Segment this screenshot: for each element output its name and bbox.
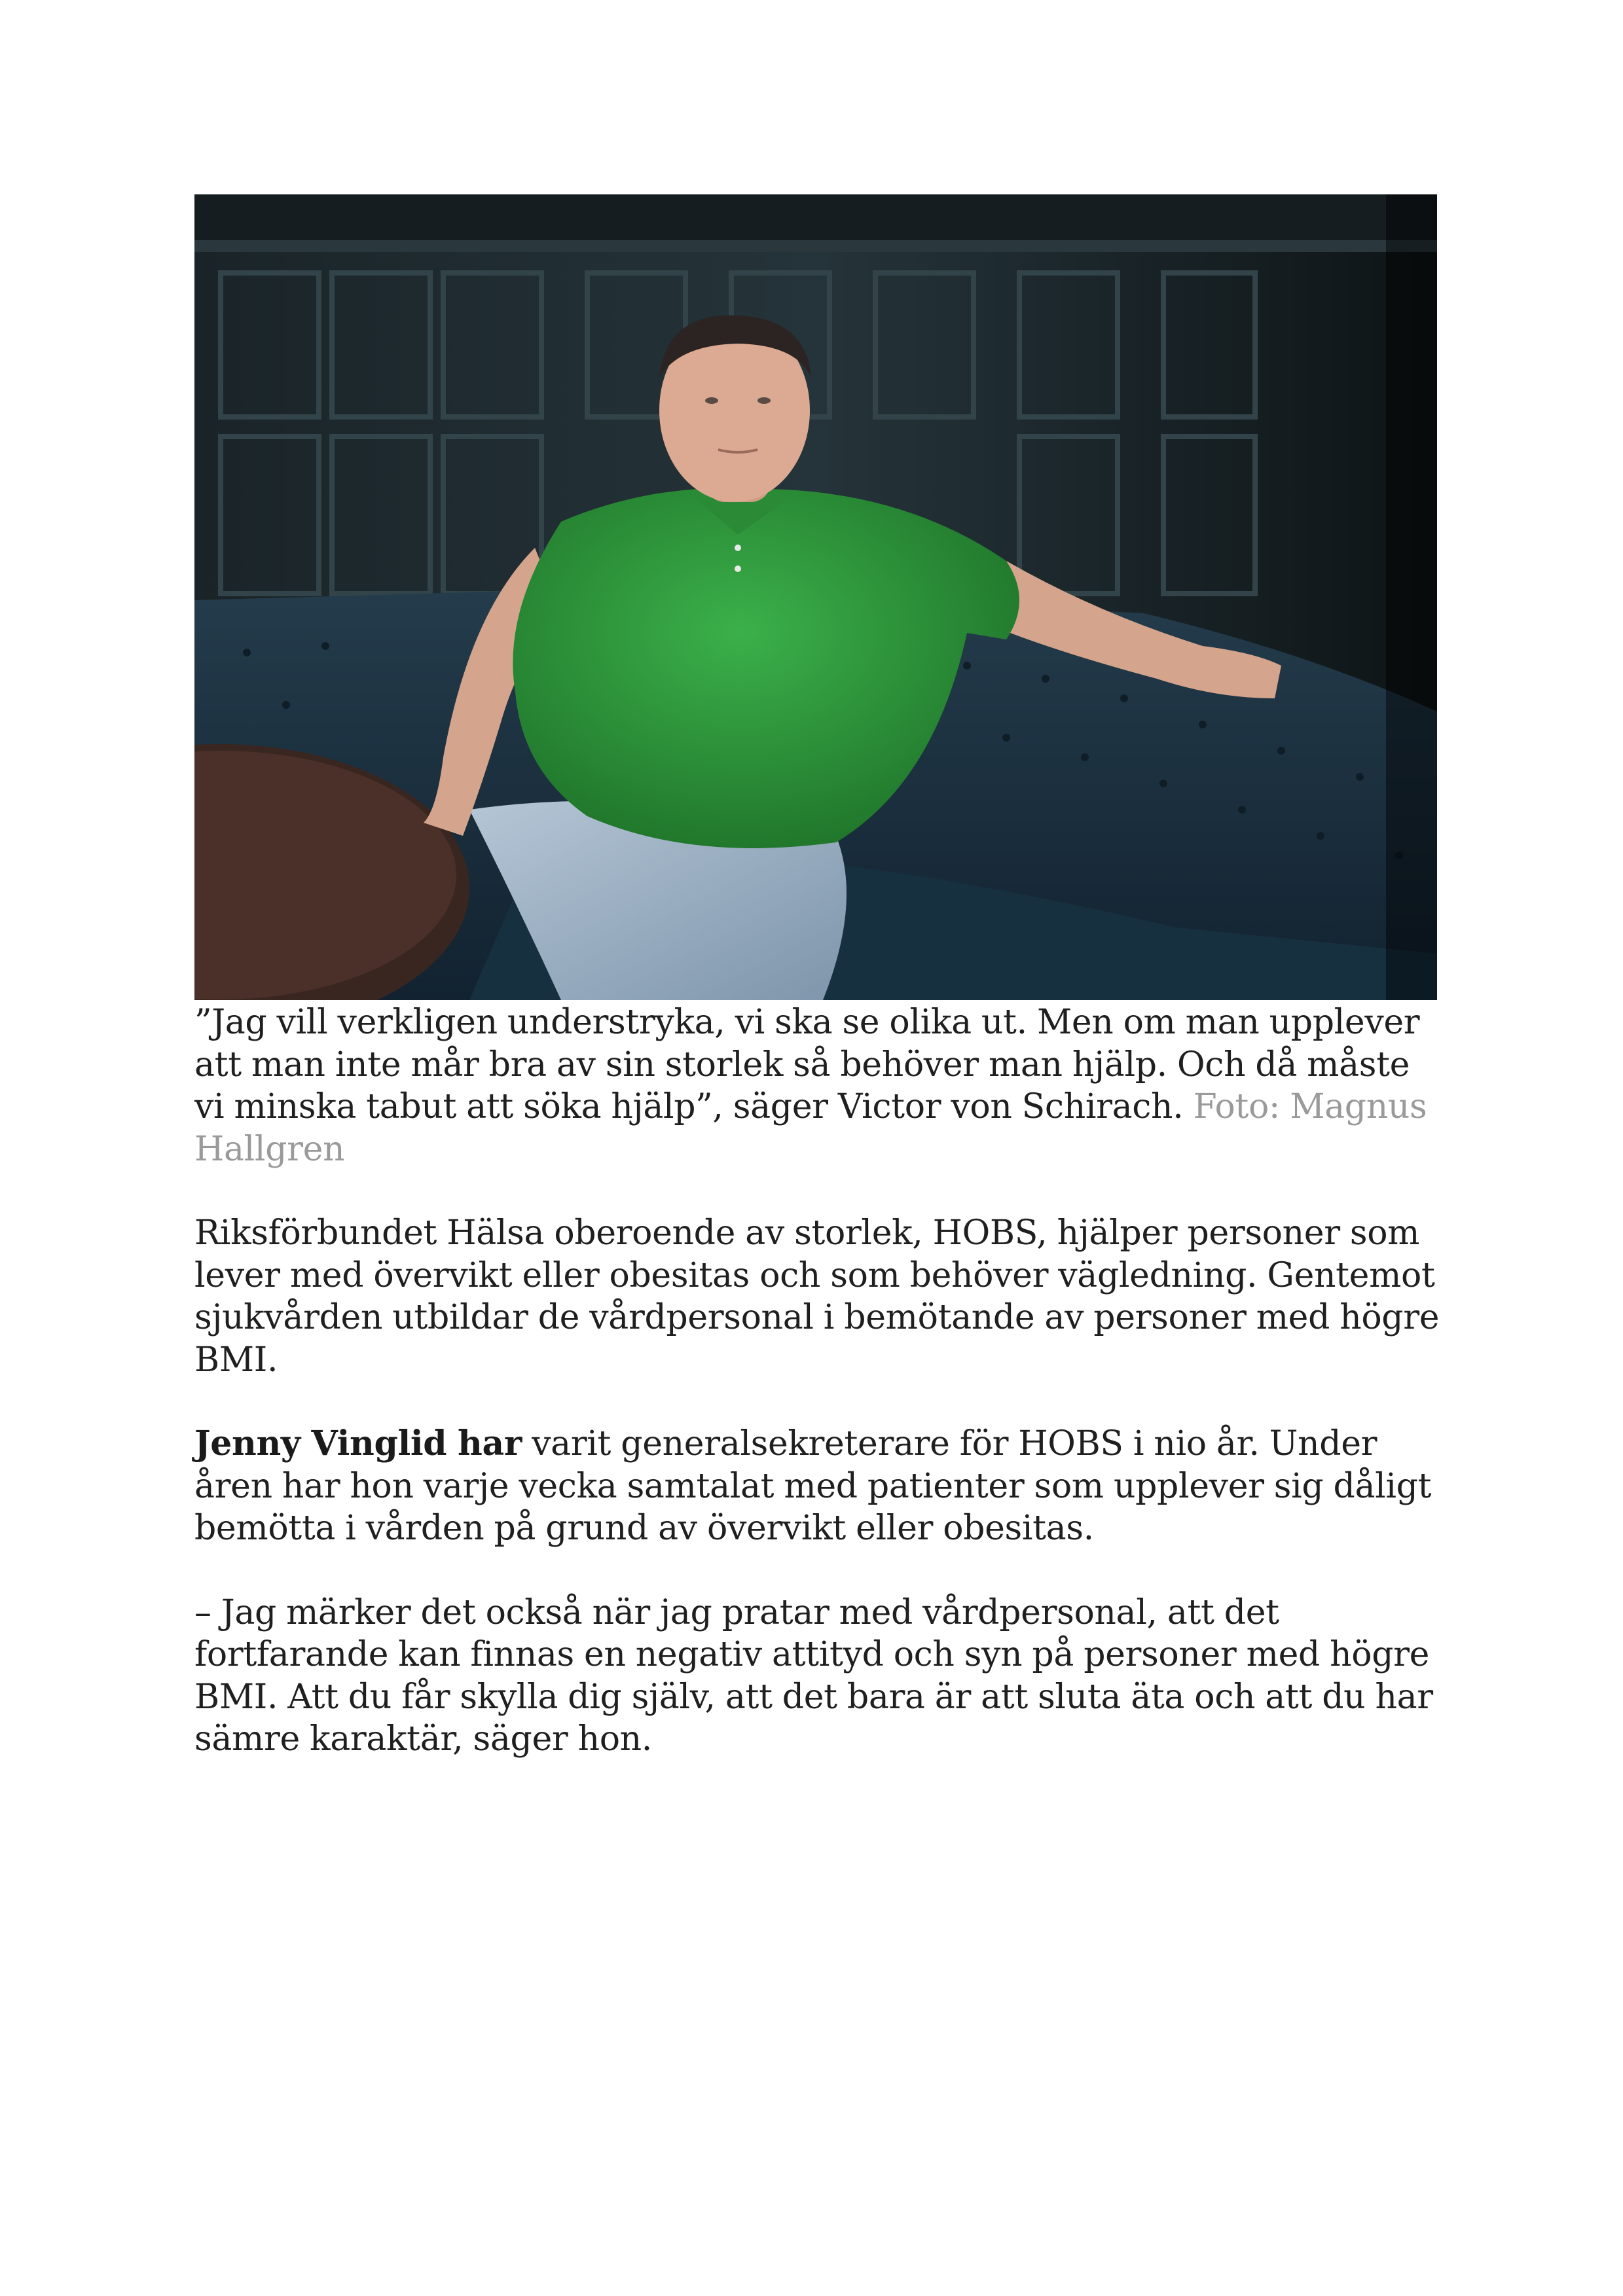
caption-quote: ”Jag vill verkligen understryka, vi ska se olika ut. Men om man upplever att man inte mår bra av sin storlek så behöver man hjälp. Och då måste vi minska tabut att söka hjälp”, säger Victor von Schirach. (194, 1003, 1420, 1126)
paragraph-quote: – Jag märker det också när jag pratar med vårdpersonal, att det fortfarande kan finnas en negativ attityd och syn på personer med högre BMI. Att du får skylla dig själv, att det bara är att sluta äta och att du har sämre karaktär, säger hon. (194, 1592, 1433, 1759)
paragraph-hobs-intro: Riksförbundet Hälsa oberoende av storlek, HOBS, hjälper personer som lever med övervikt eller obesitas och som behöver vägledning. Gentemot sjukvården utbildar de vårdpersonal i bemötande av personer med högre BMI. (194, 1213, 1440, 1380)
photo-caption (194, 1001, 1442, 1170)
paragraph-text: varit generalsekreterare för HOBS i nio år. Under åren har hon varje vecka samtalat med patienter som upplever sig dåligt bemötta i vården på grund av övervikt eller obesitas. (194, 1424, 1432, 1548)
paragraph-jenny-vinglid (194, 1423, 1442, 1550)
photo-credit: Foto: Magnus Hallgren (194, 1087, 1427, 1169)
bold-lead-in: Jenny Vinglid har (194, 1424, 522, 1463)
article-body (194, 1001, 1442, 1761)
photo-illustration (194, 194, 1437, 1000)
article-photo (194, 194, 1437, 1000)
